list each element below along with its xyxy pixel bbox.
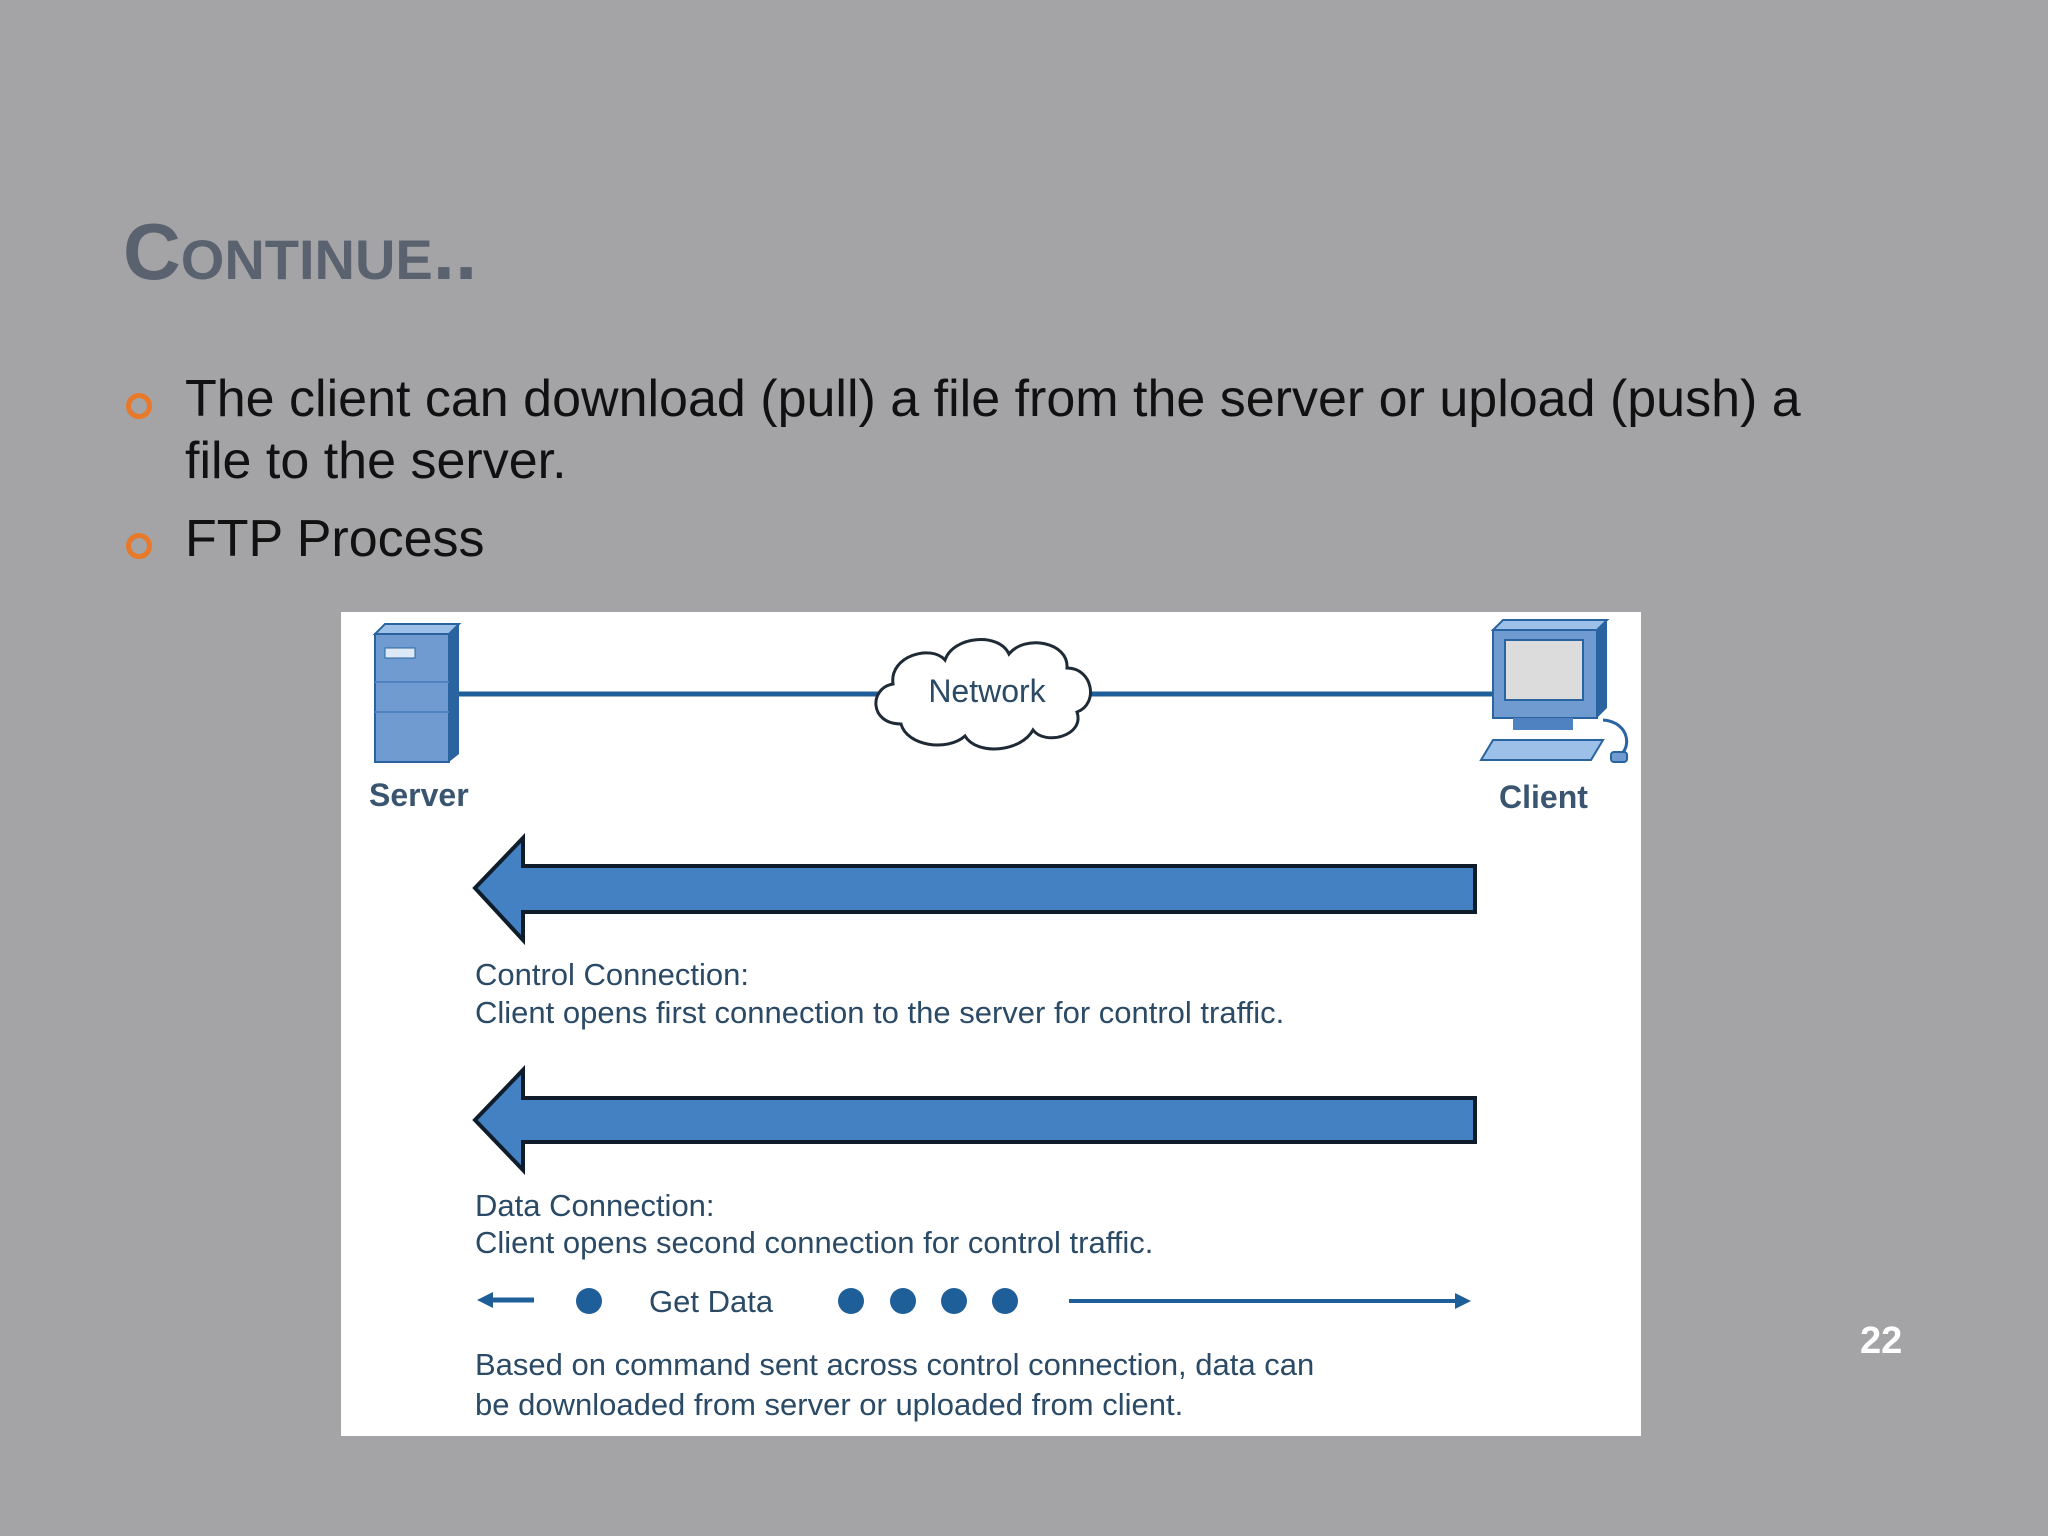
data-note-line1: Based on command sent across control connection, data can <box>475 1347 1315 1382</box>
server-icon <box>375 624 459 762</box>
control-connection-title: Control Connection: <box>475 957 749 992</box>
bullet-item <box>123 368 1843 492</box>
slide-title: Continue.. <box>123 207 478 296</box>
data-dot <box>838 1288 864 1314</box>
data-dot <box>576 1288 602 1314</box>
bullet-list <box>123 368 1843 586</box>
data-connection-description: Client opens second connection for control traffic. <box>475 1225 1154 1260</box>
get-data-left-arrow <box>477 1292 534 1308</box>
control-connection-description: Client opens first connection to the server for control traffic. <box>475 995 1285 1030</box>
get-data-right-arrow <box>1069 1293 1471 1309</box>
data-connection-arrow <box>475 1070 1475 1170</box>
bullet-circle-icon <box>126 533 152 559</box>
data-dot <box>992 1288 1018 1314</box>
bullet-circle-icon <box>126 393 152 419</box>
control-connection-arrow <box>475 838 1475 940</box>
bullet-text: FTP Process <box>185 510 485 568</box>
data-connection-title: Data Connection: <box>475 1188 715 1223</box>
page-number: 22 <box>1860 1320 1903 1362</box>
data-note-line2: be downloaded from server or uploaded from client. <box>475 1387 1184 1422</box>
client-computer-icon <box>1481 620 1627 762</box>
bullet-item <box>123 508 1843 570</box>
get-data-label: Get Data <box>649 1284 774 1319</box>
server-label: Server <box>369 777 469 813</box>
data-dot <box>890 1288 916 1314</box>
data-dot <box>941 1288 967 1314</box>
network-label: Network <box>928 673 1046 709</box>
ftp-process-diagram <box>341 612 1641 1436</box>
client-label: Client <box>1499 779 1588 815</box>
bullet-text: The client can download (pull) a file from the server or upload (push) a file to the server. <box>185 370 1801 490</box>
